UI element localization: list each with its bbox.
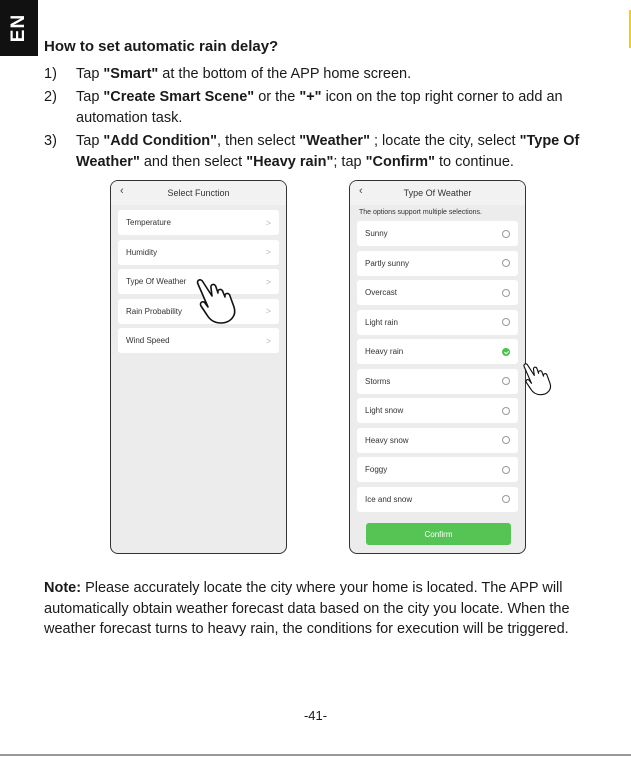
step-text bbox=[76, 64, 604, 85]
step-keyword: "Type Of Weather" bbox=[76, 133, 580, 170]
weather-option[interactable] bbox=[357, 398, 518, 423]
screen-title: Select Function bbox=[167, 188, 230, 198]
screen-header bbox=[350, 181, 525, 205]
step-keyword: "+" bbox=[299, 89, 322, 105]
type-of-weather-screen bbox=[349, 180, 526, 554]
step-text-fragment: Tap bbox=[76, 66, 104, 82]
confirm-button[interactable]: Confirm bbox=[366, 523, 511, 545]
chevron-right-icon: > bbox=[265, 276, 271, 287]
chevron-left-icon[interactable]: ‹ bbox=[120, 185, 124, 197]
screen-title: Type Of Weather bbox=[403, 188, 472, 198]
weather-option[interactable] bbox=[357, 251, 518, 276]
weather-option-label: Light rain bbox=[365, 317, 398, 327]
weather-option[interactable] bbox=[357, 428, 518, 453]
function-label: Humidity bbox=[126, 247, 158, 257]
weather-option-label: Overcast bbox=[365, 288, 398, 297]
note-label: Note: bbox=[44, 580, 82, 596]
step-keyword: "Add Condition" bbox=[103, 133, 218, 149]
radio-button[interactable] bbox=[502, 230, 510, 238]
pointing-hand-icon bbox=[520, 354, 560, 404]
select-function-screen bbox=[110, 180, 287, 554]
step-text-fragment: , then select bbox=[217, 133, 300, 149]
step-keyword: "Create Smart Scene" bbox=[103, 89, 255, 105]
step-keyword: "Confirm" bbox=[365, 154, 435, 170]
weather-option-label: Heavy rain bbox=[365, 347, 404, 356]
chevron-right-icon: > bbox=[265, 217, 271, 228]
step-number: 3) bbox=[44, 133, 57, 149]
function-label: Rain Probability bbox=[126, 306, 183, 316]
chevron-right-icon: > bbox=[265, 335, 271, 346]
weather-option-list bbox=[350, 221, 525, 512]
step-keyword: "Weather" bbox=[299, 133, 370, 149]
radio-button[interactable] bbox=[502, 259, 510, 267]
function-item[interactable] bbox=[118, 328, 279, 353]
step-keyword: "Heavy rain" bbox=[246, 154, 334, 170]
function-item[interactable] bbox=[118, 240, 279, 265]
language-tab bbox=[0, 0, 38, 56]
weather-option[interactable] bbox=[357, 280, 518, 305]
weather-option-label: Sunny bbox=[365, 229, 388, 238]
language-label: EN bbox=[8, 13, 29, 43]
function-label: Wind Speed bbox=[126, 336, 170, 345]
step-text bbox=[76, 131, 604, 173]
weather-option[interactable] bbox=[357, 310, 518, 335]
step-text-fragment: Tap bbox=[76, 89, 104, 105]
selection-hint: The options support multiple selections. bbox=[359, 209, 482, 216]
bottom-rule bbox=[0, 754, 631, 756]
radio-button[interactable] bbox=[502, 436, 510, 444]
note-paragraph bbox=[44, 578, 594, 640]
screen-header bbox=[111, 181, 286, 205]
chevron-left-icon[interactable]: ‹ bbox=[359, 185, 363, 197]
page-number: -41- bbox=[303, 708, 328, 723]
step-text-fragment: or the bbox=[254, 89, 300, 105]
radio-button[interactable] bbox=[502, 466, 510, 474]
function-item[interactable] bbox=[118, 210, 279, 235]
weather-option-label: Foggy bbox=[365, 465, 388, 474]
step-item bbox=[44, 131, 604, 173]
steps-list bbox=[44, 64, 604, 175]
chevron-right-icon: > bbox=[265, 247, 271, 257]
step-text-fragment: Tap bbox=[76, 133, 104, 149]
weather-option-label: Heavy snow bbox=[365, 435, 409, 445]
weather-option[interactable] bbox=[357, 487, 518, 512]
section-heading: How to set automatic rain delay? bbox=[44, 38, 279, 55]
step-text bbox=[76, 87, 604, 129]
step-text-fragment: to continue. bbox=[434, 154, 514, 170]
weather-option[interactable] bbox=[357, 369, 518, 394]
weather-option-label: Ice and snow bbox=[365, 494, 413, 504]
step-text-fragment: at the bottom of the APP home screen. bbox=[158, 66, 412, 82]
step-text-fragment: and then select bbox=[139, 154, 247, 170]
radio-button[interactable] bbox=[502, 377, 510, 385]
weather-option[interactable] bbox=[357, 221, 518, 246]
note-text: Please accurately locate the city where your home is located. The APP will automatically obtain weather forecast data based on the city you locate. When the weather forecast turns to heavy rain, the conditions for execution will be triggered. bbox=[44, 580, 570, 637]
chevron-right-icon: > bbox=[265, 306, 271, 316]
weather-option-label: Light snow bbox=[365, 406, 404, 415]
step-item bbox=[44, 87, 604, 129]
radio-button[interactable] bbox=[502, 407, 510, 415]
weather-option-label: Partly sunny bbox=[365, 258, 410, 268]
radio-button[interactable] bbox=[502, 289, 510, 297]
step-number: 2) bbox=[44, 89, 57, 105]
weather-option[interactable] bbox=[357, 457, 518, 482]
step-item bbox=[44, 64, 604, 85]
function-label: Temperature bbox=[126, 218, 171, 227]
weather-option[interactable] bbox=[357, 339, 518, 364]
step-text-fragment: ; locate the city, select bbox=[369, 133, 520, 149]
pointing-hand-icon bbox=[192, 276, 248, 326]
weather-option-label: Storms bbox=[365, 376, 391, 386]
radio-button[interactable] bbox=[502, 318, 510, 326]
step-text-fragment: icon on the top right corner to add an automation task. bbox=[76, 89, 563, 126]
radio-check-icon[interactable] bbox=[502, 348, 510, 356]
step-keyword: "Smart" bbox=[103, 66, 159, 82]
step-text-fragment: ; tap bbox=[333, 154, 366, 170]
step-number: 1) bbox=[44, 66, 57, 82]
function-label: Type Of Weather bbox=[126, 277, 187, 286]
radio-button[interactable] bbox=[502, 495, 510, 503]
